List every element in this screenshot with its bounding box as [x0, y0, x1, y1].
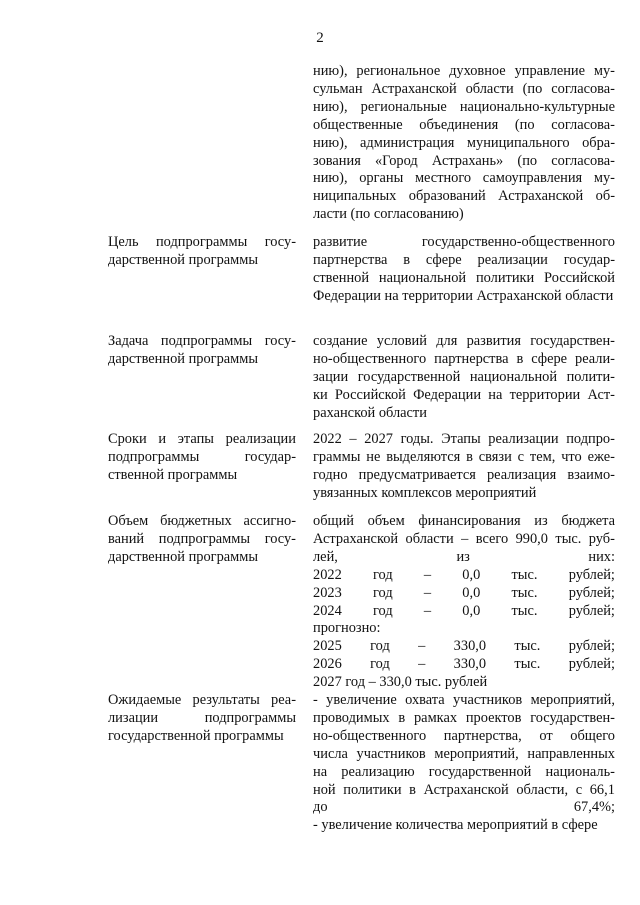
row-content-line: зации государственной национальной полити-	[313, 368, 615, 385]
row-content-line: раханской области	[313, 404, 427, 421]
intro-line: нию), региональное духовное управление му-	[313, 63, 615, 79]
row-content-line: 2027 год – 330,0 тыс. рублей	[313, 674, 488, 691]
row-content-line: развитие государственно-общественного	[313, 234, 615, 250]
row-label-line: Сроки и этапы реализации	[108, 431, 296, 447]
intro-line: нию), администрация муниципального обра-	[313, 134, 615, 151]
row-label-line: дарственной программы	[108, 251, 259, 268]
row-content-line: прогнозно:	[313, 620, 381, 637]
row-content-line: 2024 год – 0,0 тыс. рублей;	[313, 602, 615, 619]
row-label-line: подпрограммы государ-	[108, 448, 296, 465]
intro-line: общественные объединения (по согласова-	[313, 116, 615, 133]
row-content-line: - увеличение количества мероприятий в сфере	[313, 817, 598, 834]
row-content-line: - увеличение охвата участников мероприятий,	[313, 692, 615, 708]
row-content-line: создание условий для развития государствен-	[313, 333, 615, 349]
row-content-line: граммы не выделяются в связи с тем, что еже-	[313, 448, 615, 465]
row-label-line: дарственной программы	[108, 548, 259, 565]
row-content-line: годно предусматривается реализация взаимо-	[313, 466, 615, 483]
row-content-line: 2025 год – 330,0 тыс. рублей;	[313, 638, 615, 655]
row-label-line: Задача подпрограммы госу-	[108, 333, 296, 349]
row-content-line: 2026 год – 330,0 тыс. рублей;	[313, 656, 615, 673]
row-content-line: партнерства в сфере реализации государ-	[313, 251, 615, 268]
intro-line: нию), региональные национально-культурные	[313, 98, 615, 115]
row-content-line: Астраханской области – всего 990,0 тыс. руб-	[313, 530, 615, 547]
row-content-line: 2023 год – 0,0 тыс. рублей;	[313, 584, 615, 601]
intro-line: сульман Астраханской области (по согласова-	[313, 80, 615, 97]
row-content-line: 2022 – 2027 годы. Этапы реализации подпро-	[313, 431, 615, 447]
row-label-line: лизации подпрограммы	[108, 709, 296, 726]
row-label-line: Объем бюджетных ассигно-	[108, 513, 296, 529]
row-content-line: общий объем финансирования из бюджета	[313, 513, 615, 529]
row-label-line: ственной программы	[108, 466, 238, 483]
intro-line: нию), органы местного самоуправления му-	[313, 170, 615, 187]
row-label-line: государственной программы	[108, 727, 284, 744]
row-content-line: 2022 год – 0,0 тыс. рублей;	[313, 566, 615, 583]
row-content-line: увязанных комплексов мероприятий	[313, 484, 537, 501]
row-content-line: ственной национальной политики Российской	[313, 269, 615, 286]
intro-line: ниципальных образований Астраханской об-	[313, 188, 615, 205]
intro-line: ласти (по согласованию)	[313, 206, 464, 223]
intro-line: зования «Город Астрахань» (по согласова-	[313, 152, 615, 169]
row-label-line: ваний подпрограммы госу-	[108, 530, 296, 547]
row-content-line: но-общественного партнерства в сфере реали-	[313, 350, 615, 367]
row-content-line: ной политики в Астраханской области, с 66,1	[313, 781, 615, 798]
row-content-line: но-общественного партнерства, от общего	[313, 727, 615, 744]
row-content-line: до 67,4%;	[313, 799, 615, 816]
row-label-line: Цель подпрограммы госу-	[108, 234, 296, 250]
row-content-line: Федерации на территории Астраханской области	[313, 287, 614, 304]
row-content-line: числа участников мероприятий, направленных	[313, 745, 615, 762]
row-label-line: дарственной программы	[108, 350, 259, 367]
row-label-line: Ожидаемые результаты реа-	[108, 692, 296, 708]
page-number: 2	[316, 30, 324, 46]
row-content-line: ки Российской Федерации на территории Аст-	[313, 386, 615, 403]
row-content-line: проводимых в рамках проектов государствен-	[313, 709, 615, 726]
row-content-line: на реализацию государственной националь-	[313, 763, 615, 780]
row-content-line: лей, из них:	[313, 548, 615, 565]
